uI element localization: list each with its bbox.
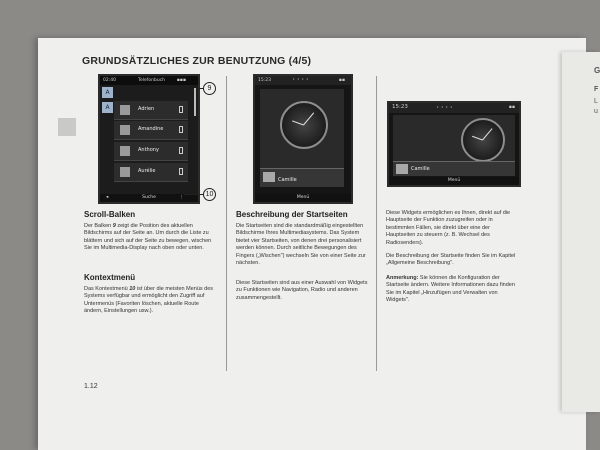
screen-header: Telefonbuch [138, 78, 165, 83]
paragraph-scroll-bar [84, 223, 214, 253]
text: zeigt die Position des aktuellen Bildschirms auf der Seite an. Um durch die Liste zu blättern und sich auf der Seite zu bewegen, wischen Sie im Multimedia-Display nach oben oder unten. [84, 223, 212, 252]
clock-widget[interactable] [393, 115, 515, 161]
search-button[interactable]: Suche [142, 195, 156, 200]
index-letter[interactable]: A [102, 102, 113, 113]
status-time: 02:40 [103, 78, 116, 83]
contact-row[interactable] [114, 163, 188, 182]
bottom-bar [100, 194, 198, 202]
paragraph-note [386, 275, 518, 305]
contact-row[interactable] [114, 121, 188, 140]
phone-icon[interactable] [179, 168, 183, 175]
paragraph-context-menu [84, 286, 214, 316]
text: Das Kontextmenü [84, 286, 130, 292]
next-page-edge [562, 52, 600, 412]
back-icon[interactable]: ◂ [106, 195, 109, 200]
contact-name: Anthony [138, 147, 159, 153]
page-indicator[interactable]: • • • • [293, 76, 309, 81]
contact-name: Amandine [138, 126, 164, 132]
text: Der Balken [84, 223, 113, 229]
clock-hand [482, 128, 492, 140]
menu-icon[interactable]: ▪▪▪ [176, 78, 186, 83]
widget-name: Camille [278, 177, 297, 183]
phonebook-screen [98, 74, 200, 204]
column-divider [376, 76, 377, 371]
phone-icon[interactable] [179, 106, 183, 113]
reference-number: 10 [129, 286, 136, 292]
contact-widget[interactable] [260, 168, 344, 187]
contact-row[interactable] [114, 101, 188, 120]
clock-hand [472, 136, 483, 141]
scroll-bar[interactable] [194, 88, 196, 116]
status-bar [100, 76, 198, 85]
next-page-letter: u [594, 108, 598, 115]
contact-name: Adrien [138, 106, 155, 112]
reference-number: 9 [112, 223, 116, 229]
menu-icon[interactable]: ▪▪ [338, 78, 345, 83]
widget-name: Camille [411, 166, 430, 172]
clock-icon [461, 118, 505, 162]
contact-widget[interactable] [393, 161, 515, 176]
heading-context-menu: Kontextmenü [84, 273, 136, 282]
menu-icon[interactable]: ▪▪ [508, 105, 515, 110]
text: Sie können die Konfiguration der Startseite ändern. Weitere Informationen dazu finden Sie im Kapitel „Hinzufügen und Verwalten von Widgets". [386, 275, 515, 304]
bottom-bar [389, 177, 519, 185]
avatar-icon [120, 125, 130, 135]
callout-9: 9 [203, 82, 216, 95]
text: ist über die meisten Menüs des Systems verfügbar und ermöglicht den Zugriff auf Untermenüs (Favoriten löschen, aktuelle Route ändern, Einstellungen usw.). [84, 286, 214, 315]
avatar-icon [120, 105, 130, 115]
index-letter[interactable]: A [102, 87, 113, 98]
paragraph-home-pages: Die Startseiten sind die standardmäßig eingestellten Bildschirme Ihres Multimediasystems. Das System bietet vier Startseiten, von denen drei personalisiert werden können. Durch seitliche Bewegungen des Fingers („Wischen") wechseln Sie von einer Seite zur nächsten. [236, 223, 366, 267]
bottom-bar [255, 194, 351, 202]
status-time: 15:23 [258, 78, 271, 83]
contact-icon [263, 172, 275, 182]
menu-button[interactable]: Menü [296, 195, 310, 200]
context-menu-icon[interactable]: ⋮ [179, 195, 184, 200]
paragraph-widget-access: Diese Widgets ermöglichen es Ihnen, direkt auf die Hauptseite der Funktion zuzugreifen oder in bestimmten Fällen, sie direkt über eine der Hauptseiten zu steuern (z. B. Wechsel des Radiosenders). [386, 210, 511, 246]
home-screen-portrait [253, 74, 353, 204]
paragraph-widgets: Diese Startseiten sind aus einer Auswahl von Widgets zu Funktionen wie Navigation, Radio und anderen zusammengestellt. [236, 280, 368, 301]
avatar-icon [120, 167, 130, 177]
contact-icon [396, 164, 408, 174]
clock-hand [292, 120, 304, 125]
page-indicator[interactable]: • • • • [437, 104, 453, 109]
clock-icon [280, 101, 328, 149]
page-number: 1.12 [84, 383, 98, 390]
phone-icon[interactable] [179, 126, 183, 133]
home-screen-landscape [387, 101, 521, 187]
next-page-letter: G [594, 66, 600, 75]
section-tab [58, 118, 76, 136]
clock-widget[interactable] [260, 89, 344, 168]
page-title: GRUNDSÄTZLICHES ZUR BENUTZUNG (4/5) [82, 55, 312, 67]
paragraph-description-ref: Die Beschreibung der Startseite finden Sie im Kapitel „Allgemeine Beschreibung". [386, 253, 516, 267]
next-page-letter: L [594, 98, 598, 105]
status-bar [389, 103, 519, 113]
phone-icon[interactable] [179, 147, 183, 154]
menu-button[interactable]: Menü [447, 178, 461, 183]
column-divider [226, 76, 227, 371]
note-label: Anmerkung: [386, 275, 419, 281]
avatar-icon [120, 146, 130, 156]
next-page-letter: F [594, 86, 599, 93]
status-time: 15:23 [392, 104, 408, 110]
callout-10: 10 [203, 188, 216, 201]
contact-row[interactable] [114, 142, 188, 161]
heading-home-pages: Beschreibung der Startseiten [236, 210, 348, 219]
callout-line [184, 194, 204, 195]
heading-scroll-bar: Scroll-Balken [84, 210, 136, 219]
contact-name: Aurélie [138, 168, 156, 174]
clock-hand [303, 112, 314, 125]
